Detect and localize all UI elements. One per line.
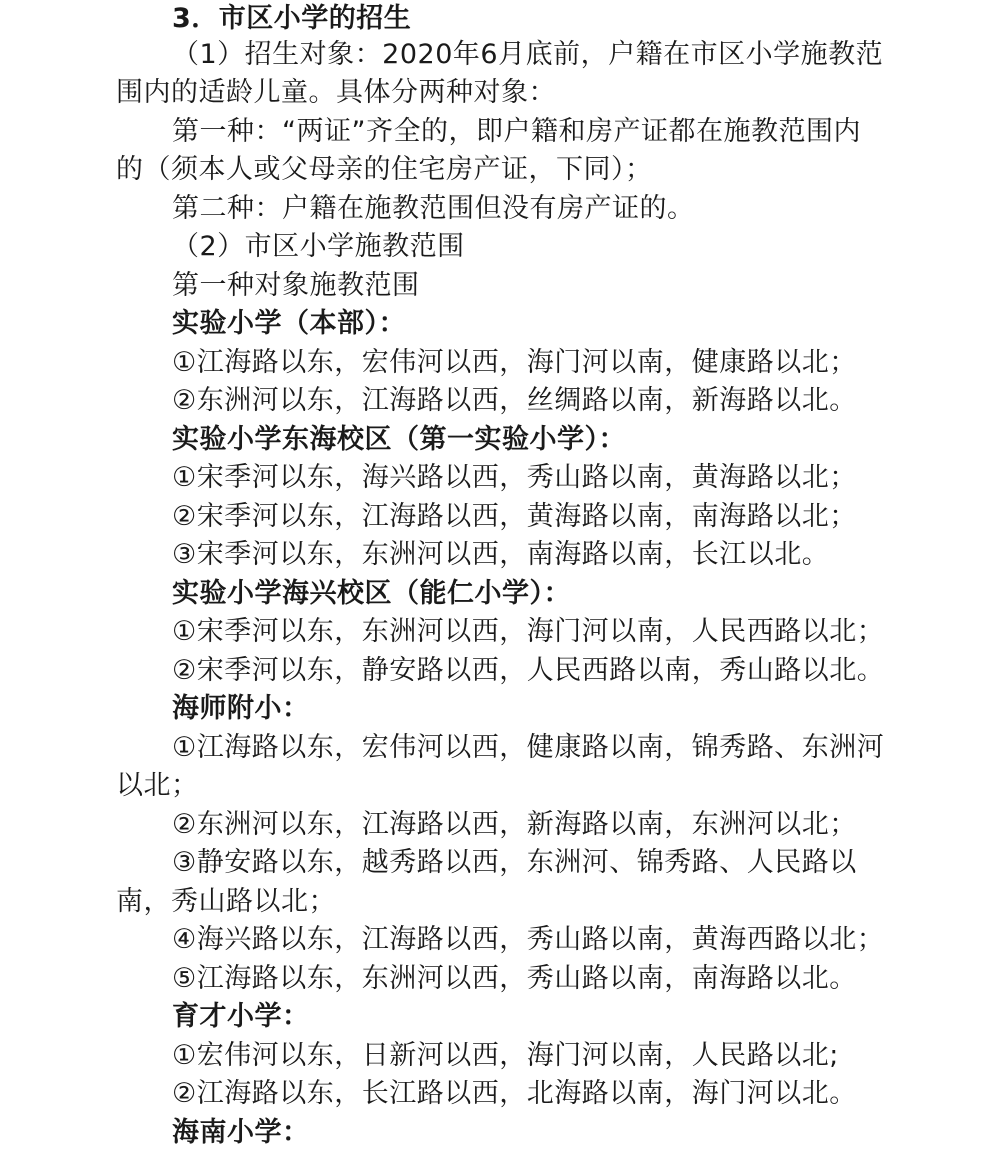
paragraph-line: 第一种对象施教范围 [172,270,420,301]
school-heading: 育才小学： [172,1001,310,1032]
range-item: ①江海路以东，宏伟河以西，海门河以南，健康路以北； [172,347,857,378]
school-heading: 实验小学东海校区（第一实验小学）： [172,424,626,455]
range-item: ①宋季河以东，东洲河以西，海门河以南，人民西路以北； [172,616,885,647]
range-item: ⑤江海路以东，东洲河以西，秀山路以南，南海路以北。 [172,963,857,994]
range-item-continuation: 南，秀山路以北； [116,886,336,917]
school-heading: 海南小学： [172,1117,310,1148]
school-heading: 实验小学海兴校区（能仁小学）： [172,578,571,609]
range-item: ②宋季河以东，静安路以西，人民西路以南，秀山路以北。 [172,655,885,686]
paragraph-line: （1）招生对象：2020年6月底前，户籍在市区小学施教范 [172,39,884,70]
paragraph-line: 第一种：“两证”齐全的，即户籍和房产证都在施教范围内 [172,116,861,147]
range-item: ④海兴路以东，江海路以西，秀山路以南，黄海西路以北； [172,924,885,955]
paragraph-continuation: 的（须本人或父母亲的住宅房产证，下同）； [116,154,653,185]
paragraph-line: （2）市区小学施教范围 [172,231,465,262]
paragraph-continuation: 围内的适龄儿童。具体分两种对象： [116,77,556,108]
range-item: ②东洲河以东，江海路以西，丝绸路以南，新海路以北。 [172,385,857,416]
range-item: ③宋季河以东，东洲河以西，南海路以南，长江以北。 [172,539,830,570]
school-heading: 海师附小： [172,693,310,724]
range-item: ①宏伟河以东，日新河以西，海门河以南，人民路以北; [172,1040,839,1071]
range-item: ①宋季河以东，海兴路以西，秀山路以南，黄海路以北； [172,462,857,493]
range-item: ①江海路以东，宏伟河以西，健康路以南，锦秀路、东洲河 [172,732,885,763]
section-title: 3．市区小学的招生 [172,3,412,34]
range-item-continuation: 以北； [116,770,199,801]
range-item: ②江海路以东，长江路以西，北海路以南，海门河以北。 [172,1078,857,1109]
range-item: ③静安路以东，越秀路以西，东洲河、锦秀路、人民路以 [172,847,857,878]
range-item: ②宋季河以东，江海路以西，黄海路以南，南海路以北； [172,501,857,532]
paragraph-line: 第二种：户籍在施教范围但没有房产证的。 [172,193,695,224]
school-heading: 实验小学（本部）： [172,308,406,339]
range-item: ②东洲河以东，江海路以西，新海路以南，东洲河以北； [172,809,857,840]
